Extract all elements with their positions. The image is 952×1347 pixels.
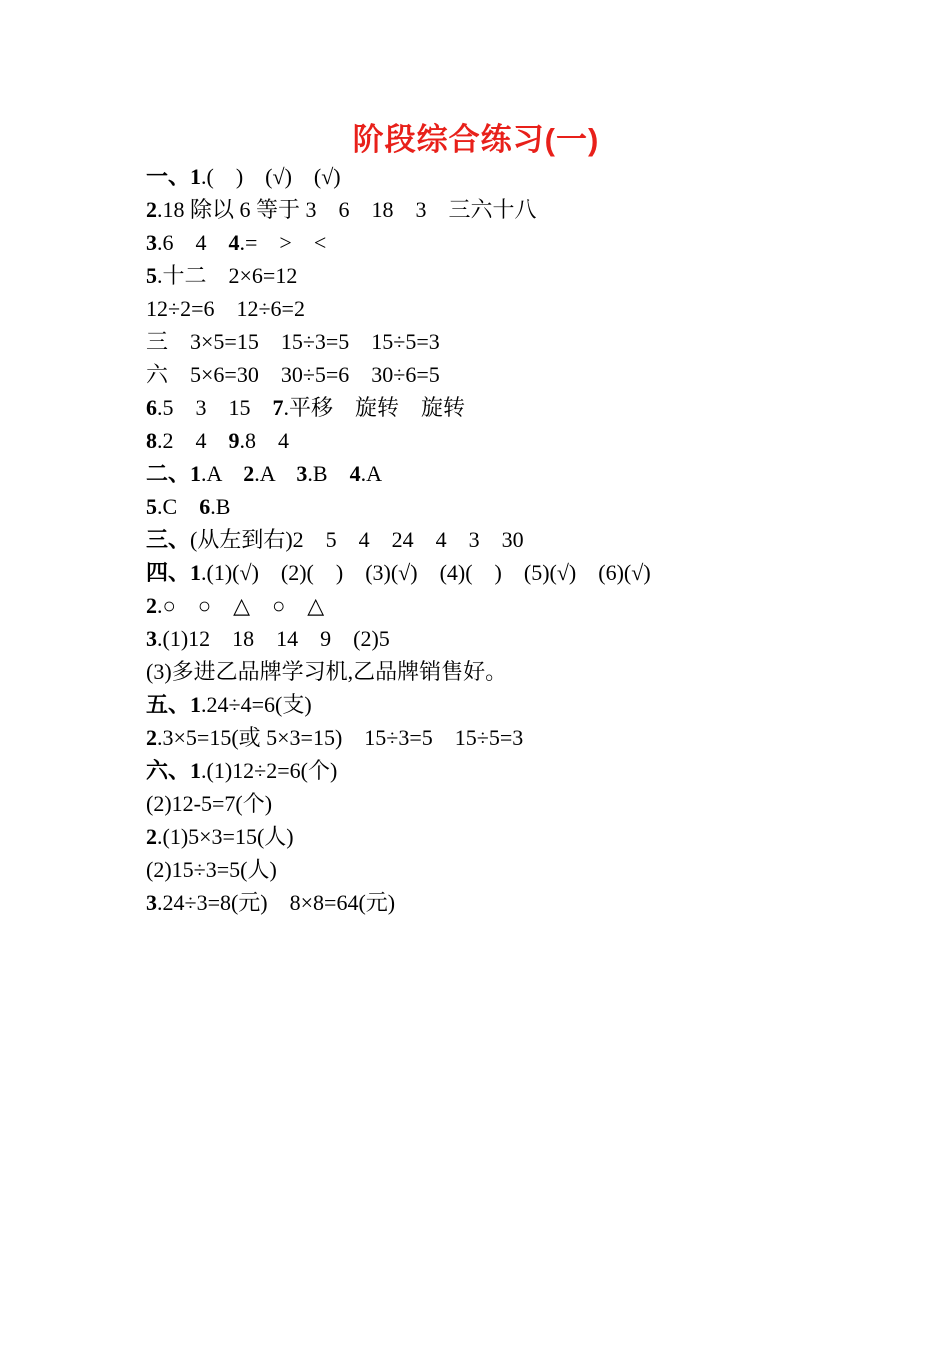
answer-line [146, 589, 926, 622]
page-title: 阶段综合练习(一) [352, 122, 600, 157]
answer-line [146, 787, 926, 820]
answer-line [146, 622, 926, 655]
question-number: 2 [146, 593, 157, 618]
question-number: 3 [146, 890, 157, 915]
answer-line [146, 820, 926, 853]
question-number: 3 [146, 230, 157, 255]
answer-text: .(1)12 18 14 9 (2)5 [157, 626, 390, 651]
answer-text: (3)多进乙品牌学习机,乙品牌销售好。 [146, 659, 508, 684]
question-number: 六、1 [146, 758, 202, 783]
answer-text: .十二 2×6=12 [157, 263, 298, 288]
answer-text: .= > < [239, 230, 327, 255]
question-number: 2 [146, 824, 157, 849]
answer-line [146, 358, 926, 391]
answer-text: .B [210, 494, 231, 519]
answer-text: .2 4 [157, 428, 229, 453]
answer-text: .24÷4=6(支) [201, 692, 312, 717]
question-number: 9 [228, 428, 240, 453]
answer-line [146, 754, 926, 787]
answer-text: .平移 旋转 旋转 [283, 395, 466, 420]
answer-line [146, 853, 926, 886]
answer-text: .A [201, 461, 244, 486]
answer-text: .24÷3=8(元) 8×8=64(元) [157, 890, 396, 915]
question-number: 4 [228, 230, 240, 255]
question-number: 五、1 [146, 692, 202, 717]
answer-text: (从左到右)2 5 4 24 4 3 30 [190, 527, 524, 552]
answer-text: 三 3×5=15 15÷3=5 15÷5=3 [146, 329, 440, 354]
answer-line [146, 325, 926, 358]
question-number: 6 [146, 395, 157, 420]
question-number: 5 [146, 263, 157, 288]
answer-line [146, 556, 926, 589]
answer-line [146, 457, 926, 490]
question-number: 4 [349, 461, 361, 486]
answer-text: (2)15÷3=5(人) [146, 857, 277, 882]
answer-lines [146, 160, 926, 919]
answer-line [146, 259, 926, 292]
question-number: 6 [199, 494, 211, 519]
question-number: 二、1 [146, 461, 202, 486]
answer-text: .18 除以 6 等于 3 6 18 3 三六十八 [157, 197, 537, 222]
question-number: 3 [296, 461, 308, 486]
answer-line [146, 490, 926, 523]
answer-text: .( ) (√) (√) [201, 164, 341, 189]
answer-line [146, 226, 926, 259]
answer-line [146, 721, 926, 754]
answer-line [146, 688, 926, 721]
question-number: 2 [243, 461, 255, 486]
answer-text: (2)12-5=7(个) [146, 791, 273, 816]
answer-line [146, 424, 926, 457]
answer-text: 12÷2=6 12÷6=2 [146, 296, 305, 321]
answer-text: .3×5=15(或 5×3=15) 15÷3=5 15÷5=3 [157, 725, 524, 750]
question-number: 一、1 [146, 164, 202, 189]
answer-text: .8 4 [239, 428, 290, 453]
answer-text: 六 5×6=30 30÷5=6 30÷6=5 [146, 362, 440, 387]
answer-text: .(1)5×3=15(人) [157, 824, 294, 849]
answer-text: .○ ○ △ ○ △ [157, 593, 325, 618]
question-number: 3 [146, 626, 157, 651]
answer-line [146, 391, 926, 424]
answer-line [146, 160, 926, 193]
question-number: 5 [146, 494, 157, 519]
question-number: 三、 [146, 527, 191, 552]
answer-line [146, 193, 926, 226]
answer-line [146, 523, 926, 556]
question-number: 2 [146, 197, 157, 222]
answer-text: .B [307, 461, 350, 486]
question-number: 7 [272, 395, 284, 420]
answer-text: .C [157, 494, 200, 519]
answer-text: .(1)(√) (2)( ) (3)(√) (4)( ) (5)(√) (6)(√) [201, 560, 651, 585]
answer-line [146, 886, 926, 919]
answer-line [146, 292, 926, 325]
answer-line [146, 655, 926, 688]
question-number: 2 [146, 725, 157, 750]
question-number: 8 [146, 428, 157, 453]
answer-text: .5 3 15 [157, 395, 273, 420]
question-number: 四、1 [146, 560, 202, 585]
answer-text: .A [254, 461, 297, 486]
answer-text: .A [360, 461, 382, 486]
answer-text: .(1)12÷2=6(个) [201, 758, 338, 783]
answer-text: .6 4 [157, 230, 229, 255]
